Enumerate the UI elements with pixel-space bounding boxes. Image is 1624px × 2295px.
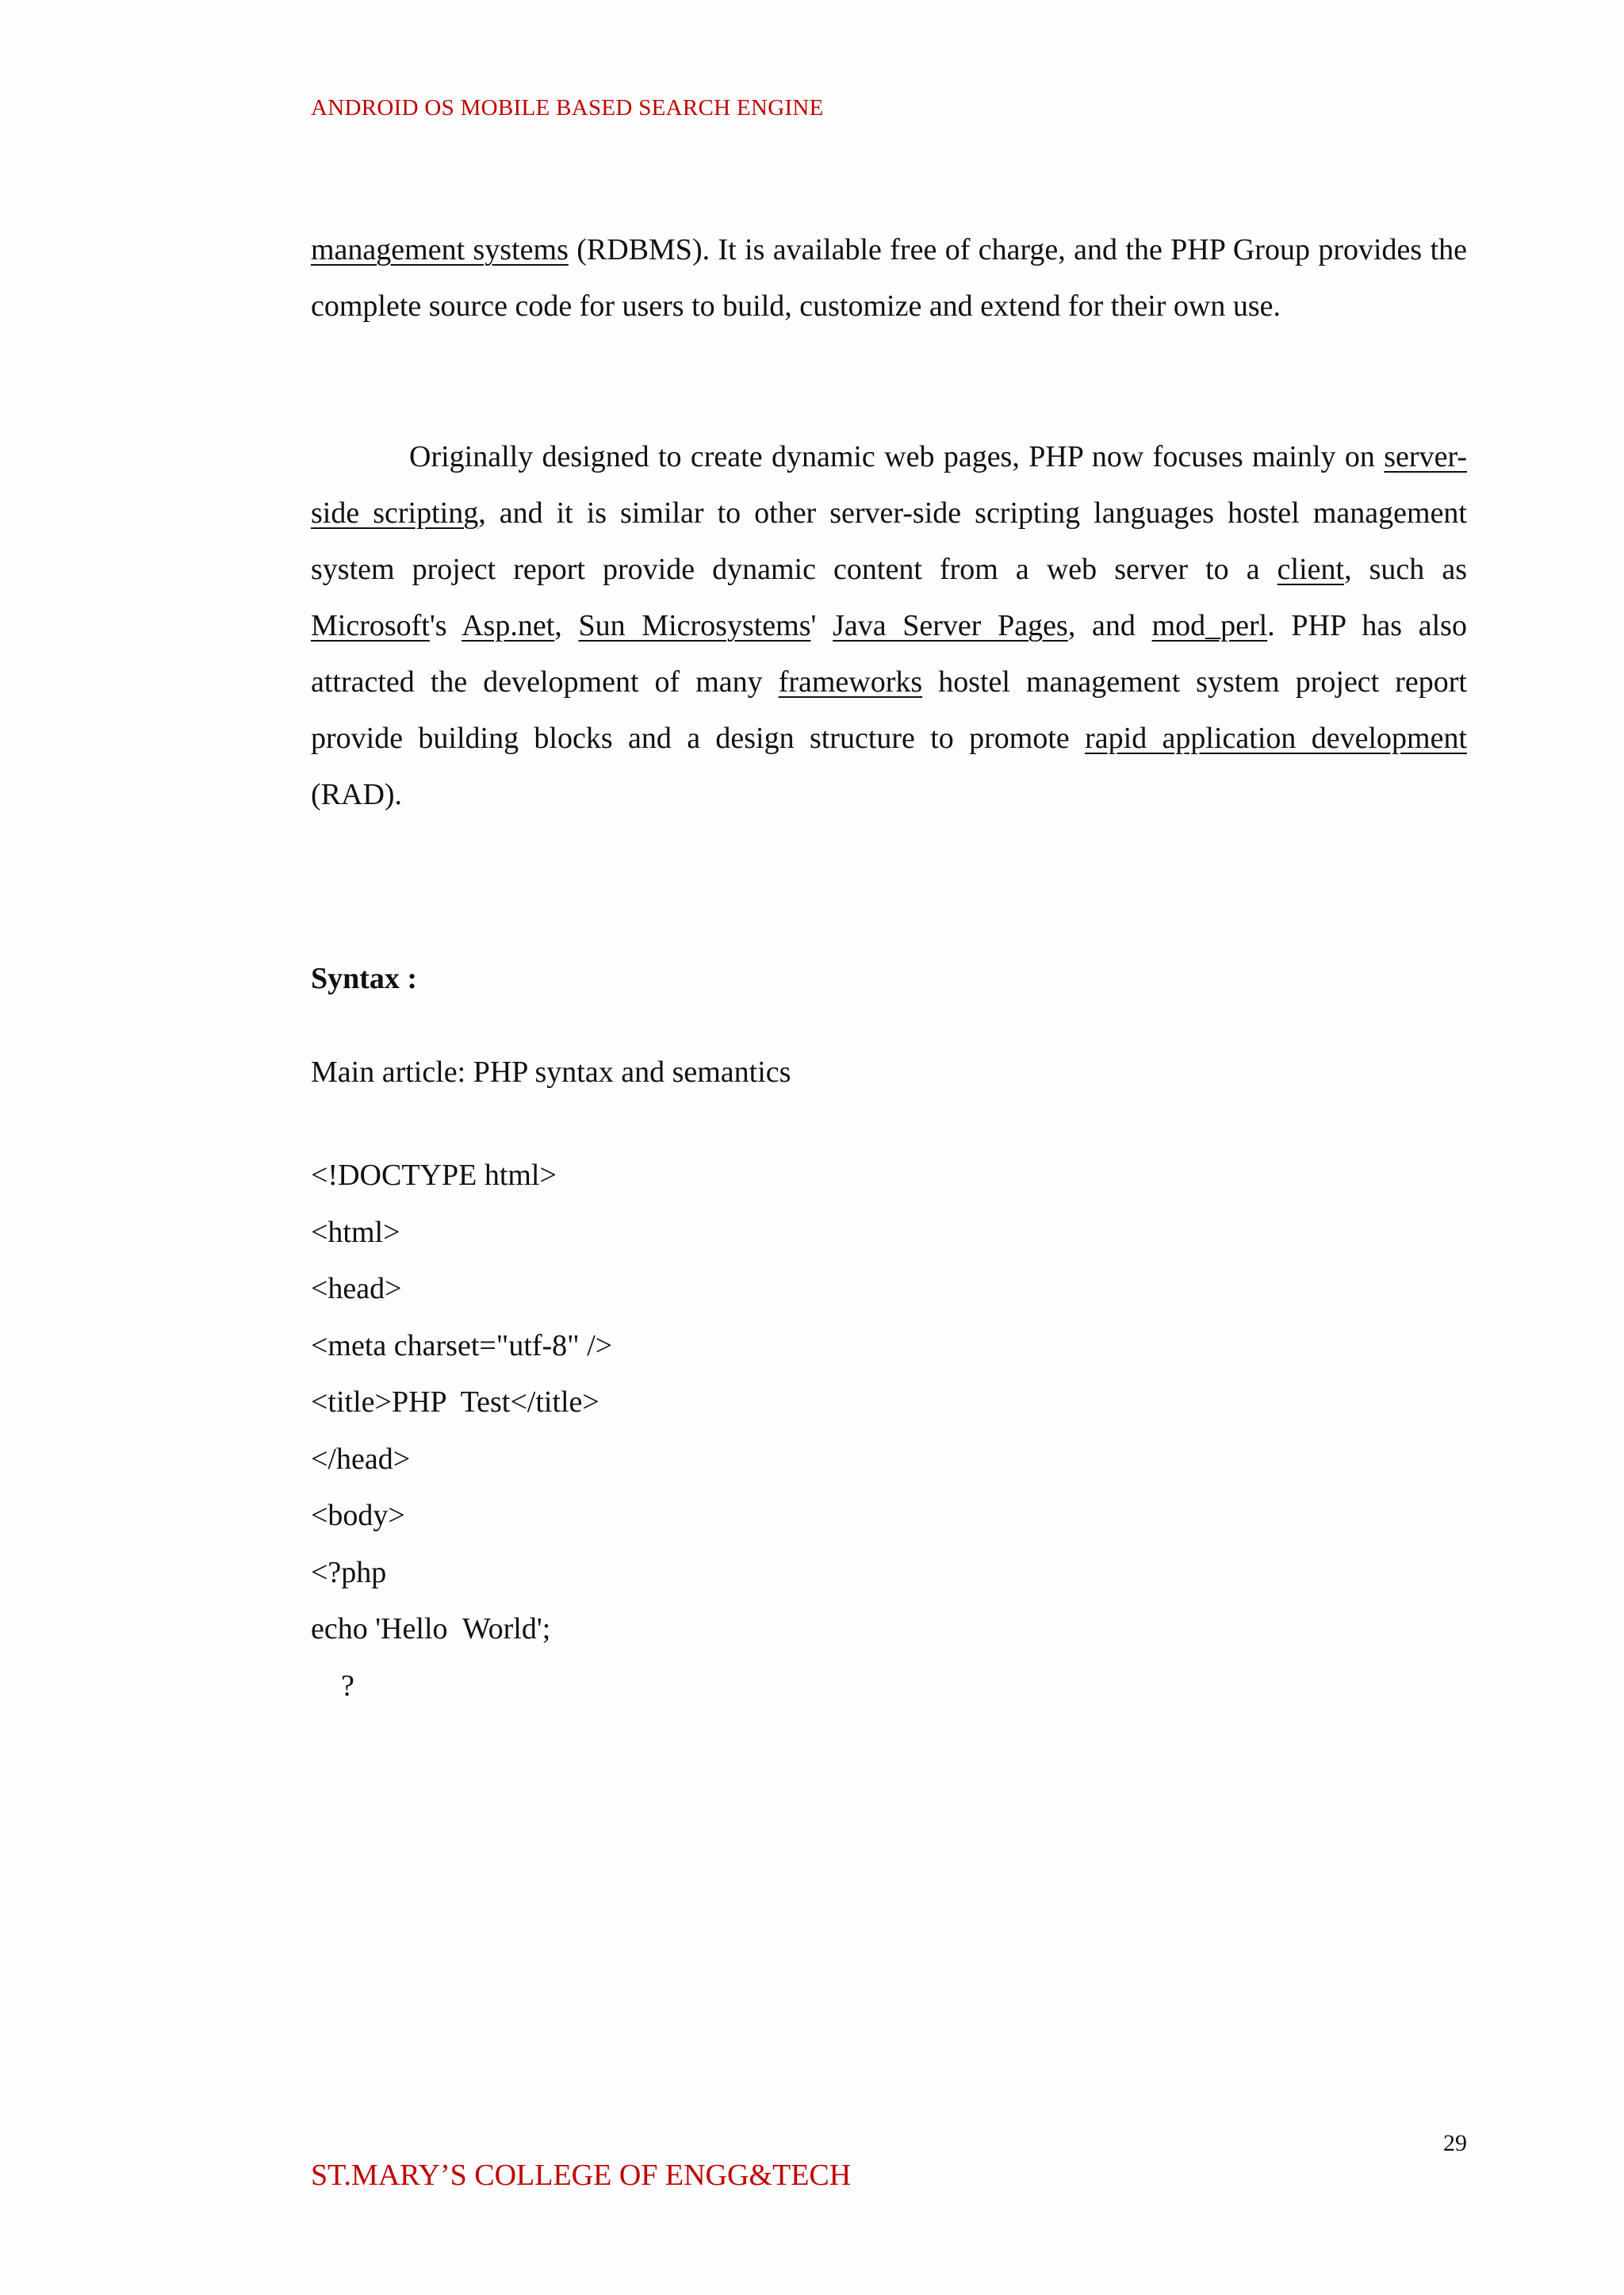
page-number: 29 [1443, 2130, 1467, 2156]
link-mod-perl[interactable]: mod_perl [1151, 609, 1268, 642]
code-line: <?php [311, 1555, 387, 1589]
paragraph-text: ' [810, 609, 833, 642]
code-line: <body> [311, 1499, 405, 1532]
main-article-note: Main article: PHP syntax and semantics [311, 1056, 791, 1089]
running-header: ANDROID OS MOBILE BASED SEARCH ENGINE [311, 95, 824, 121]
paragraph-text: . PHP has also attracted the development of many [311, 609, 1467, 699]
link-client[interactable]: client [1277, 553, 1345, 586]
link-rapid-application-development[interactable]: rapid application development [1085, 722, 1468, 755]
paragraph-php-origins [311, 429, 1467, 823]
paragraph-text: hostel management system project report provide building blocks and a design structure to promote [311, 665, 1467, 755]
section-heading: Syntax : [311, 962, 418, 995]
code-line: <!DOCTYPE html> [311, 1159, 557, 1192]
paragraph-text: 's [429, 609, 462, 642]
code-line: <meta charset="utf-8" /> [311, 1328, 613, 1362]
paragraph-text: , [554, 609, 579, 642]
code-listing [311, 1148, 612, 1715]
code-line: echo 'Hello World'; [311, 1612, 551, 1646]
paragraph-text: , and [1067, 609, 1152, 642]
link-frameworks[interactable]: frameworks [778, 665, 923, 699]
code-line: <title>PHP Test</title> [311, 1385, 599, 1419]
link-server-side-scripting[interactable]: server-side scripting [311, 440, 1467, 530]
code-line: <html> [311, 1215, 400, 1249]
link-microsoft[interactable]: Microsoft [311, 609, 430, 642]
paragraph-text: Originally designed to create dynamic web pages, PHP now focuses mainly on [409, 440, 1385, 473]
paragraph-text: (RDBMS). It is available free of charge, and the PHP Group provides the complete source code for users to build, customize and extend for their own use. [311, 233, 1467, 323]
link-java-server-pages[interactable]: Java Server Pages [833, 609, 1068, 642]
running-footer: ST.MARY’S COLLEGE OF ENGG&TECH [311, 2159, 852, 2192]
link-management-systems[interactable]: management systems [311, 233, 569, 266]
paragraph-text: , such as [1344, 553, 1468, 586]
code-line: </head> [311, 1442, 411, 1476]
code-line: ? [311, 1669, 354, 1703]
code-line: <head> [311, 1272, 402, 1305]
link-asp-net[interactable]: Asp.net [462, 609, 555, 642]
paragraph-text: (RAD). [311, 778, 403, 811]
link-sun-microsystems[interactable]: Sun Microsystems [578, 609, 811, 642]
paragraph-rdbms [311, 222, 1467, 335]
paragraph-text: , and it is similar to other server-side scripting languages hostel management system project report provide dynamic content from a web server to a [311, 496, 1467, 586]
